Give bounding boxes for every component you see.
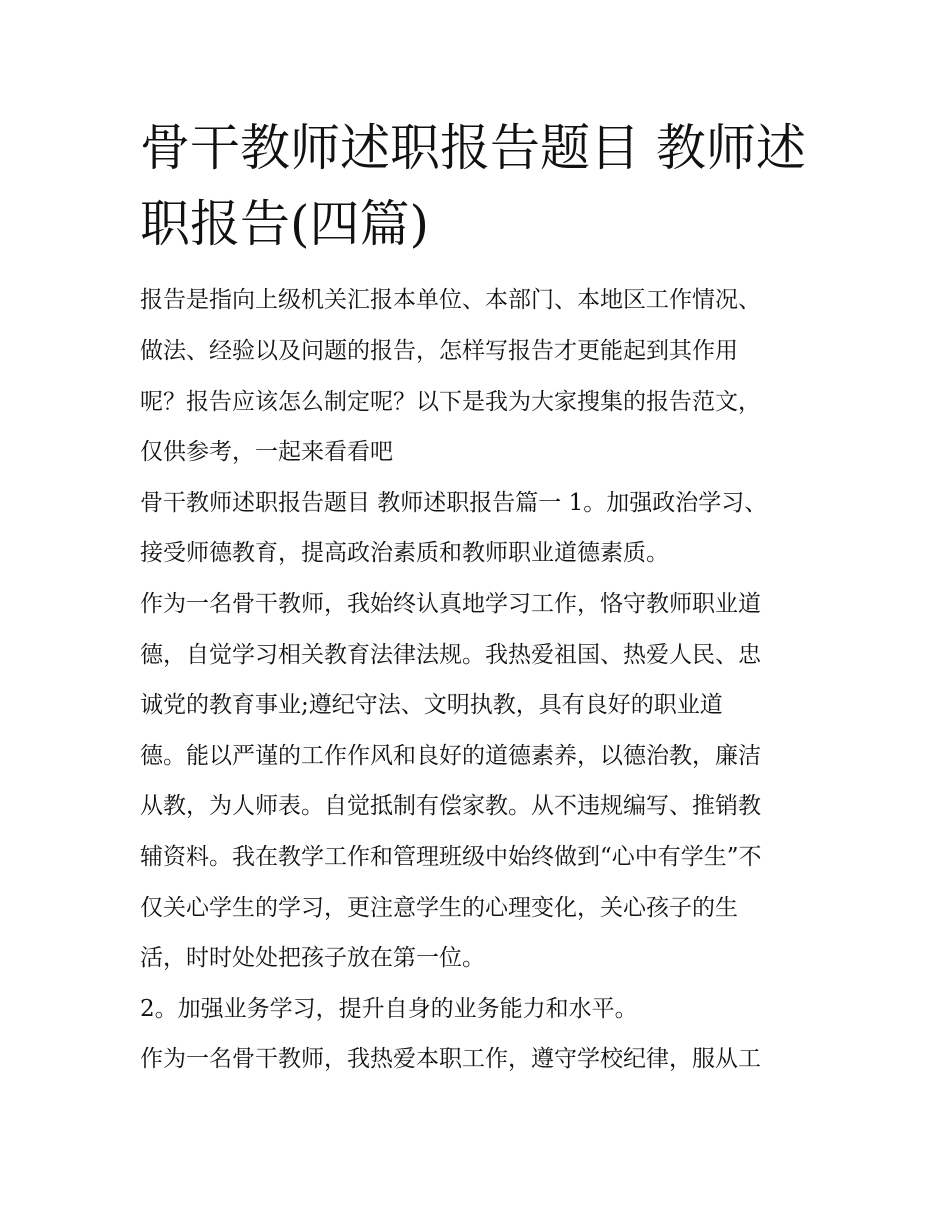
body-line-13: 仅关心学生的学习，更注意学生的心理变化，关心孩子的生 [140, 895, 738, 921]
title-line-2: 职报告(四篇) [140, 195, 430, 253]
body-line-2: 做法、经验以及问题的报告，怎样写报告才更能起到其作用 [140, 338, 738, 364]
body-line-10: 德。能以严谨的工作作风和良好的道德素养，以德治教，廉洁 [140, 743, 761, 769]
body-line-7: 作为一名骨干教师，我始终认真地学习工作，恪守教师职业道 [140, 591, 761, 617]
body-line-8: 德，自觉学习相关教育法律法规。我热爱祖国、热爱人民、忠 [140, 642, 761, 668]
body-line-6: 接受师德教育，提高政治素质和教师职业道德素质。 [140, 540, 669, 566]
body-line-11: 从教，为人师表。自觉抵制有偿家教。从不违规编写、推销教 [140, 793, 761, 819]
body-line-1: 报告是指向上级机关汇报本单位、本部门、本地区工作情况、 [140, 287, 761, 313]
body-line-12: 辅资料。我在教学工作和管理班级中始终做到“心中有学生”不 [140, 844, 762, 870]
body-line-9: 诚党的教育事业;遵纪守法、文明执教，具有良好的职业道 [140, 692, 723, 718]
body-line-3: 呢？报告应该怎么制定呢？以下是我为大家搜集的报告范文， [140, 389, 761, 415]
body-line-5: 骨干教师述职报告题目 教师述职报告篇一 1。加强政治学习、 [140, 490, 768, 516]
body-line-16: 作为一名骨干教师，我热爱本职工作，遵守学校纪律，服从工 [140, 1046, 761, 1072]
body-line-14: 活，时时处处把孩子放在第一位。 [140, 945, 485, 971]
title-line-1: 骨干教师述职报告题目 教师述 [140, 119, 806, 177]
body-line-15: 2。加强业务学习，提升自身的业务能力和水平。 [140, 996, 638, 1022]
body-line-4: 仅供参考，一起来看看吧 [140, 439, 393, 465]
